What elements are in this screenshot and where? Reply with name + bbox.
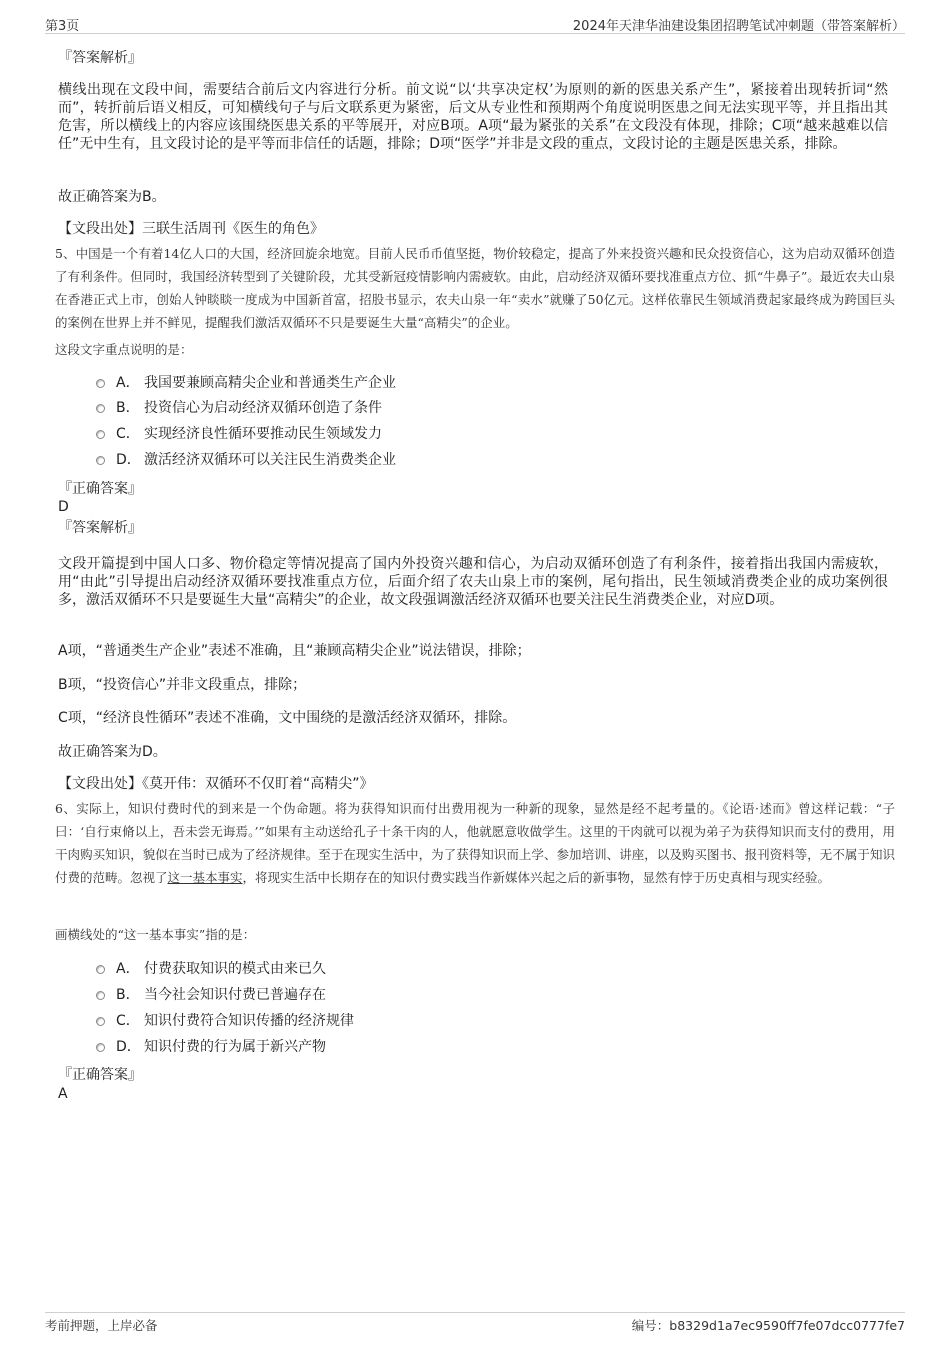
radio-icon[interactable] [96, 965, 105, 974]
radio-icon[interactable] [96, 1017, 105, 1026]
page-header [45, 12, 905, 34]
q6-stem-after: ，将现实生活中长期存在的知识付费实践当作新媒体兴起之后的新事物，显然有悖于历史真相与现实经验。 [242, 870, 831, 885]
q5-prompt: 这段文字重点说明的是： [55, 342, 193, 357]
option-letter: A． [116, 375, 140, 391]
option-letter: B． [116, 400, 140, 416]
q5-explain-c: C项，“经济良性循环”表述不准确，文中围绕的是激活经济双循环，排除。 [58, 710, 517, 726]
option-text: 知识付费符合知识传播的经济规律 [144, 1013, 354, 1029]
q6-stem-underlined: 这一基本事实 [167, 870, 243, 885]
option-text: 激活经济双循环可以关注民生消费类企业 [144, 452, 396, 468]
option-letter: B． [116, 987, 140, 1003]
q5-source: 【文段出处】《莫开伟：双循环不仅盯着“高精尖”》 [58, 776, 374, 792]
option-letter: C． [116, 1013, 140, 1029]
prev-conclusion: 故正确答案为B。 [58, 189, 166, 205]
q6-stem-before: 6、实际上，知识付费时代的到来是一个伪命题。将为获得知识而付出费用视为一种新的现象，显然是经不起考量的。《论语·述而》曾这样记载：“子曰：‘自行束脩以上，吾未尝无诲焉。’”如果有主动送给孔子十条干肉的人，他就愿意收做学生。这里的干肉就可以视为弟子为获得知识而支付的费用，用干肉购买知识，貌似在当时已成为了经济规律。至于在现实生活中，为了获得知识而上学、参加培训、讲座，以及购买图书、报刊资料等，无不属于知识付费的范畴。忽视了 [55, 801, 895, 885]
option-letter: D． [116, 1039, 141, 1055]
q5-analysis-text: 文段开篇提到中国人口多、物价稳定等情况提高了国内外投资兴趣和信心，为启动双循环创造了有利条件，接着指出我国内需疲软，用“由此”引导提出启动经济双循环要找准重点方位，后面介绍了农夫山泉上市的案例，尾句指出，民生领域消费类企业的成功案例很多，激活双循环不只是要诞生大量“高精尖”的企业，故文段强调激活经济双循环也要关注民生消费类企业，对应D项。 [58, 556, 888, 608]
option-text: 实现经济良性循环要推动民生领域发力 [144, 426, 382, 442]
q5-answer: D [58, 499, 69, 515]
option-text: 当今社会知识付费已普遍存在 [144, 987, 326, 1003]
q6-answer-label: 『正确答案』 [58, 1067, 142, 1083]
prev-analysis-text: 横线出现在文段中间，需要结合前后文内容进行分析。前文说“以‘共享决定权’为原则的新的医患关系产生”，紧接着出现转折词“然而”，转折前后语义相反，可知横线句子与后文联系更为紧密，后文从专业性和预期两个角度说明医患之间无法实现平等，并且指出其危害，所以横线上的内容应该围绕医患关系的平等展开，对应B项。A项“最为紧张的关系”在文段没有体现，排除；C项“越来越难以信任”无中生有，且文段讨论的是平等而非信任的话题，排除；D项“医学”并非是文段的重点，文段讨论的主题是医患关系，排除。 [58, 82, 888, 152]
q5-answer-label: 『正确答案』 [58, 481, 142, 497]
footer-slogan: 考前押题，上岸必备 [45, 1318, 158, 1333]
option-text: 我国要兼顾高精尖企业和普通类生产企业 [144, 375, 396, 391]
option-letter: A． [116, 961, 140, 977]
prev-analysis-label: 『答案解析』 [58, 50, 142, 66]
q5-explain-b: B项，“投资信心”并非文段重点，排除； [58, 677, 307, 693]
q5-conclusion: 故正确答案为D。 [58, 744, 167, 760]
prev-source: 【文段出处】三联生活周刊《医生的角色》 [58, 221, 324, 237]
q5-stem: 5、中国是一个有着14亿人口的大国，经济回旋余地宽。目前人民币币值坚挺，物价较稳定，提高了外来投资兴趣和民众投资信心，这为启动双循环创造了有利条件。但同时，我国经济转型到了关键阶段，尤其受新冠疫情影响内需疲软。由此，启动经济双循环要找准重点方位、抓“牛鼻子”。最近农夫山泉在香港正式上市，创始人钟睒睒一度成为中国新首富，招股书显示，农夫山泉一年“卖水”就赚了50亿元。这样依靠民生领域消费起家最终成为跨国巨头的案例在世界上并不鲜见，提醒我们激活双循环不只是要诞生大量“高精尖”的企业。 [55, 246, 895, 330]
q5-explain-a: A项，“普通类生产企业”表述不准确，且“兼顾高精尖企业”说法错误，排除； [58, 643, 531, 659]
page-footer [45, 1312, 905, 1336]
radio-icon[interactable] [96, 991, 105, 1000]
option-text: 知识付费的行为属于新兴产物 [144, 1039, 326, 1055]
document-code: 编号：b8329d1a7ec9590ff7fe07dcc0777fe7 [631, 1318, 905, 1333]
q5-analysis-label: 『答案解析』 [58, 520, 142, 536]
q6-stem [55, 797, 895, 889]
option-letter: D． [116, 452, 141, 468]
option-text: 投资信心为启动经济双循环创造了条件 [144, 400, 382, 416]
document-title: 2024年天津华油建设集团招聘笔试冲刺题（带答案解析） [572, 19, 905, 34]
q6-prompt: 画横线处的“这一基本事实”指的是： [55, 927, 256, 942]
q6-answer: A [58, 1086, 68, 1102]
option-text: 付费获取知识的模式由来已久 [144, 961, 326, 977]
radio-icon[interactable] [96, 1043, 105, 1052]
radio-icon[interactable] [96, 430, 105, 439]
page-number: 第3页 [45, 19, 80, 34]
option-letter: C． [116, 426, 140, 442]
radio-icon[interactable] [96, 379, 105, 388]
radio-icon[interactable] [96, 456, 105, 465]
radio-icon[interactable] [96, 404, 105, 413]
